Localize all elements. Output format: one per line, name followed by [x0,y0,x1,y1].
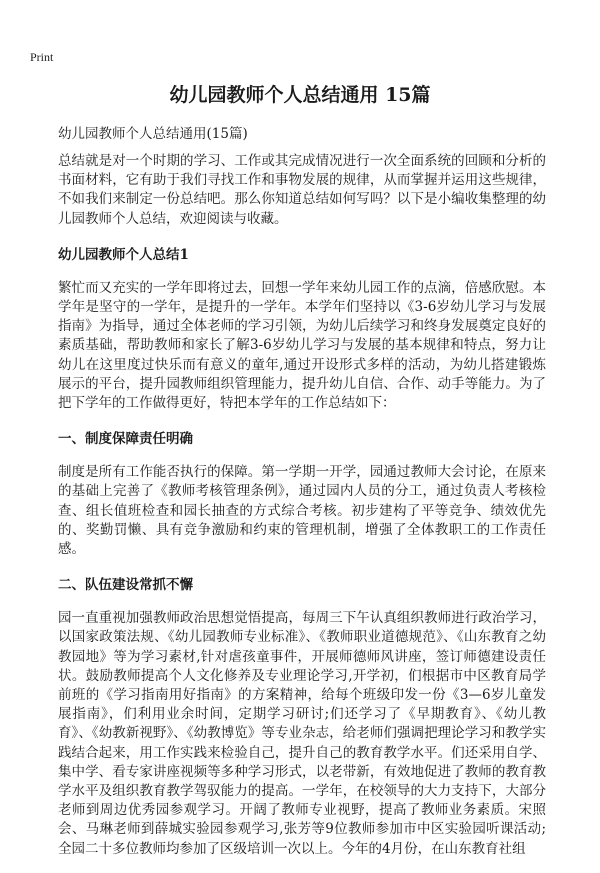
subheading-system-guarantee: 一、制度保障责任明确 [58,431,193,448]
intro-paragraph: 总结就是对一个时期的学习、工作或其完成情况进行一次全面系统的回顾和分析的书面材料，它有助于我们寻找工作和事物发展的规律，从而掌握并运用这些规律，不如我们来制定一份总结吧。那么你知道总结如何写吗？以下是小编收集整理的幼儿园教师个人总结，欢迎阅读与收藏。 [58,153,546,227]
section-heading-1: 幼儿园教师个人总结1 [58,246,189,263]
article-body [58,122,546,873]
section-1-paragraph: 繁忙而又充实的一学年即将过去，回想一学年来幼儿园工作的点滴，倍感欣慰。本学年是坚守的一学年，是提升的一学年。本学年们坚持以《3-6岁幼儿学习与发展指南》为指导，通过全体老师的学习引领，为幼儿后续学习和终身发展奠定良好的素质基础，帮助教师和家长了解3-6岁幼儿学习与发展的基本规律和特点，努力让幼儿在这里度过快乐而有意义的童年,通过开设形式多样的活动，为幼儿搭建锻炼展示的平台，提升园教师组织管理能力，提升幼儿自信、合作、动手等能力。为了把下学年的工作做得更好，特把本学年的工作总结如下： [58,279,546,412]
article-subtitle: 幼儿园教师个人总结通用(15篇) [58,126,248,142]
system-guarantee-paragraph: 制度是所有工作能否执行的保障。第一学期一开学，园通过教师大会讨论，在原来的基础上完善了《教师考核管理条例》，通过园内人员的分工，通过负责人考核检查、组长值班检查和园长抽查的方式综合考核。初步建构了平等竞争、绩效优先的、奖勤罚懒、具有竞争激励和约束的管理机制，增强了全体教职工的工作责任感。 [58,464,546,558]
page-title: 幼儿园教师个人总结通用 15篇 [169,84,431,106]
subheading-team-building: 二、队伍建设常抓不懈 [58,577,193,594]
team-building-paragraph: 园一直重视加强教师政治思想觉悟提高，每周三下午认真组织教师进行政治学习，以国家政策法规、《幼儿园教师专业标准》、《教师职业道德规范》、《山东教育之幼教园地》等为学习素材,针对虐孩童事件，开展师德师风讲座，签订师德建设责任状。鼓励教师提高个人文化修养及专业理论学习,开学初，们根据市中区教育局学前班的《学习指南用好指南》的方案精神，给每个班级印发一份《3—6岁儿童发展指南》，们利用业余时间，定期学习研讨;们还学习了《早期教育》、《幼儿教育》、《幼教新视野》、《幼教博览》等专业杂志，给老师们强调把理论学习和教学实践结合起来，用工作实践来检验自己，提升自己的教育教学水平。们还采用自学、集中学、看专家讲座视频等多种学习形式，以老带新，有效地促进了教师的教育教学水平及组织教育教学驾驭能力的提高。一学年，在校领导的大力支持下，大部分老师到周边优秀园参观学习。开阔了教师专业视野，提高了教师业务素质。宋照会、马琳老师到薛城实验园参观学习,张芳等9位教师参加市中区实验园听课活动;全园二十多位教师均参加了区级培训一次以上。今年的4月份，在山东教育社组 [58,610,546,857]
print-link[interactable]: Print [30,50,54,64]
